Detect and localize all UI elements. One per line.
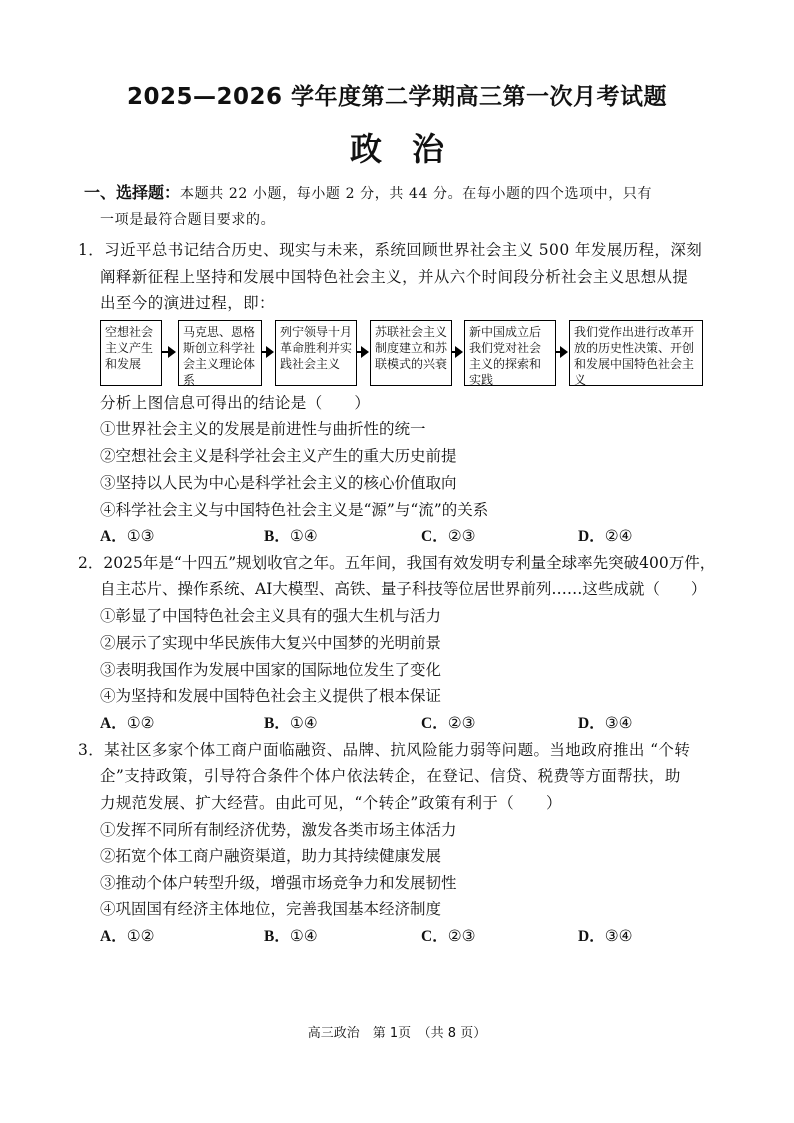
- q1-stem-line3: 出至今的演进过程，即：: [100, 294, 275, 312]
- choice-letter: C．: [421, 928, 448, 945]
- choice-value: ②③: [447, 927, 476, 945]
- choice-value: ①②: [126, 714, 155, 732]
- choice-letter: A．: [100, 528, 127, 545]
- q1-choice-b[interactable]: [264, 523, 318, 550]
- choice-value: ①③: [126, 527, 155, 545]
- q1-choice-a[interactable]: [100, 523, 155, 550]
- choice-value: ②③: [447, 527, 476, 545]
- q3-stem-text-1: 某社区多家个体工商户面临融资、品牌、抗风险能力弱等问题。当地政府推出 “个转: [104, 741, 691, 759]
- choice-letter: D．: [578, 928, 605, 945]
- section-heading: 一、选择题：: [84, 183, 181, 202]
- section-instruction-line2: 一项是最符合题目要求的。: [100, 212, 276, 228]
- page-footer: 高三政治 第 1页 （共 8 页）: [307, 1026, 487, 1041]
- choice-value: ③④: [604, 714, 633, 732]
- q1-number: 1．: [78, 241, 105, 259]
- flow-arrow-4: [455, 346, 463, 358]
- choice-letter: A．: [100, 928, 127, 945]
- choice-value: ②④: [604, 527, 633, 545]
- q1-choice-d[interactable]: [578, 523, 633, 550]
- choice-value: ③④: [604, 927, 633, 945]
- q2-choice-c[interactable]: [421, 710, 476, 737]
- choice-letter: D．: [578, 715, 605, 732]
- choice-value: ②③: [447, 714, 476, 732]
- q2-option-2: ②展示了实现中华民族伟大复兴中国梦的光明前景: [100, 634, 442, 652]
- flow-step-4: 苏联社会主义制度建立和苏联模式的兴衰: [370, 320, 452, 386]
- flow-step-5: 新中国成立后我们党对社会主义的探索和实践: [464, 320, 556, 386]
- q2-choice-d[interactable]: [578, 710, 633, 737]
- q1-option-3: ③坚持以人民为中心是科学社会主义的核心价值取向: [100, 474, 457, 492]
- flow-step-1: 空想社会主义产生和发展: [100, 320, 162, 386]
- choice-letter: C．: [421, 528, 448, 545]
- section-instruction-line1: 本题共 22 小题，每小题 2 分，共 44 分。在每小题的四个选项中，只有: [180, 186, 653, 202]
- q3-option-2: ②拓宽个体工商户融资渠道，助力其持续健康发展: [100, 847, 442, 865]
- q1-option-2: ②空想社会主义是科学社会主义产生的重大历史前提: [100, 447, 457, 465]
- choice-letter: D．: [578, 528, 605, 545]
- q2-option-4: ④为坚持和发展中国特色社会主义提供了根本保证: [100, 687, 442, 705]
- q1-stem-text-1: 习近平总书记结合历史、现实与未来，系统回顾世界社会主义 500 年发展历程，深刻: [104, 241, 703, 259]
- choice-value: ①②: [126, 927, 155, 945]
- choice-letter: A．: [100, 715, 127, 732]
- q2-stem-text-1: 2025年是“十四五”规划收官之年。五年间，我国有效发明专利量全球率先突破400万件，: [103, 554, 716, 572]
- choice-value: ①④: [289, 714, 318, 732]
- choice-letter: B．: [264, 715, 290, 732]
- q2-stem-line2: 自主芯片、操作系统、AI大模型、高铁、量子科技等位居世界前列……这些成就（ ）: [100, 580, 707, 598]
- q3-choice-b[interactable]: [264, 923, 318, 950]
- q2-choice-a[interactable]: [100, 710, 155, 737]
- flow-arrow-2: [266, 346, 274, 358]
- choice-value: ①④: [289, 927, 318, 945]
- q3-stem-line1: [78, 737, 690, 763]
- q2-option-1: ①彰显了中国特色社会主义具有的强大生机与活力: [100, 607, 442, 625]
- q2-number: 2．: [78, 554, 104, 572]
- q3-choice-d[interactable]: [578, 923, 633, 950]
- choice-letter: B．: [264, 528, 290, 545]
- q3-choice-a[interactable]: [100, 923, 155, 950]
- q3-stem-line3: 力规范发展、扩大经营。由此可见，“个转企”政策有利于（ ）: [100, 794, 562, 812]
- flow-arrow-1: [168, 346, 176, 358]
- q3-option-1: ①发挥不同所有制经济优势，激发各类市场主体活力: [100, 821, 457, 839]
- flow-step-2: 马克思、恩格斯创立科学社会主义理论体系: [178, 320, 262, 386]
- q1-choice-c[interactable]: [421, 523, 476, 550]
- exam-title: 2025—2026 学年度第二学期高三第一次月考试题: [126, 84, 668, 110]
- q2-option-3: ③表明我国作为发展中国家的国际地位发生了变化: [100, 661, 442, 679]
- q1-option-4: ④科学社会主义与中国特色社会主义是“源”与“流”的关系: [100, 501, 489, 519]
- choice-value: ①④: [289, 527, 318, 545]
- subject-title: 政治: [349, 130, 474, 168]
- q1-lead: 分析上图信息可得出的结论是（ ）: [100, 394, 371, 412]
- section-instruction: [84, 180, 652, 207]
- q3-option-4: ④巩固国有经济主体地位，完善我国基本经济制度: [100, 900, 442, 918]
- choice-letter: B．: [264, 928, 290, 945]
- q3-stem-line2: 企”支持政策，引导符合条件个体户依法转企，在登记、信贷、税费等方面帮扶，助: [100, 767, 681, 785]
- choice-letter: C．: [421, 715, 448, 732]
- q1-option-1: ①世界社会主义的发展是前进性与曲折性的统一: [100, 420, 426, 438]
- q1-stem-line1: [78, 237, 702, 263]
- flow-arrow-3: [361, 346, 369, 358]
- flow-arrow-5: [560, 346, 568, 358]
- q3-option-3: ③推动个体户转型升级，增强市场竞争力和发展韧性: [100, 874, 457, 892]
- flow-step-3: 列宁领导十月革命胜利并实践社会主义: [275, 320, 357, 386]
- q2-choice-b[interactable]: [264, 710, 318, 737]
- q2-stem-line1: [78, 550, 715, 576]
- q3-number: 3．: [78, 741, 105, 759]
- flow-step-6: 我们党作出进行改革开放的历史性决策、开创和发展中国特色社会主义: [569, 320, 703, 386]
- q3-choice-c[interactable]: [421, 923, 476, 950]
- q1-stem-line2: 阐释新征程上坚持和发展中国特色社会主义，并从六个时间段分析社会主义思想从提: [100, 268, 689, 286]
